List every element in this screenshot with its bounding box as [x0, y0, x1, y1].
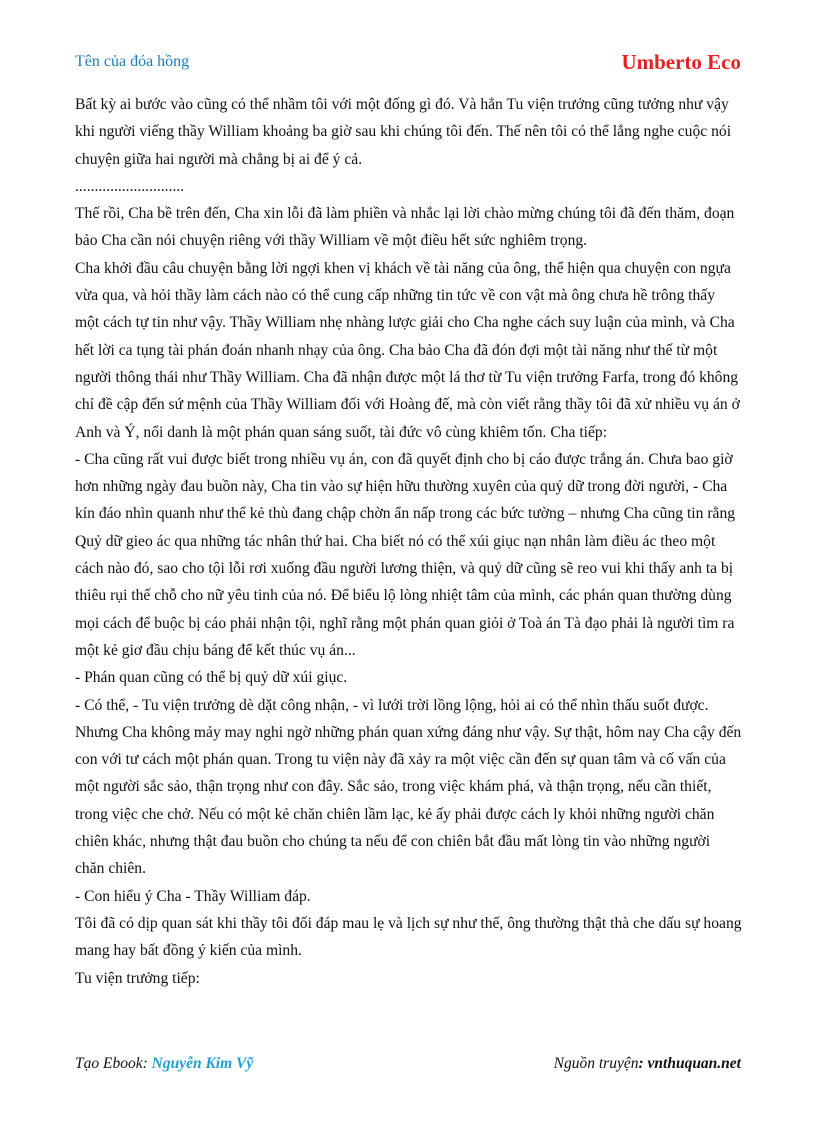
source-separator: :	[638, 1055, 648, 1072]
credit-name: Nguyễn Kim Vỹ	[151, 1055, 254, 1072]
page-header	[75, 50, 741, 76]
source-credit	[554, 1055, 741, 1073]
paragraph: Cha khởi đầu câu chuyện bằng lời ngợi khen vị khách về tài năng của ông, thể hiện qua chuyện con ngựa vừa qua, và hỏi thầy làm cách nào có thể cung cấp những tin tức về con vật mà ông chưa hề trông thấy một cách tự tin như vậy. Thầy William nhẹ nhàng lược giải cho Cha nghe cách suy luận của mình, và Cha hết lời ca tụng tài phán đoán nhanh nhạy của ông. Cha bảo Cha đã đón đợi một tài năng như thế từ một người thông thái như Thầy William. Cha đã nhận được một lá thơ từ Tu viện trưởng Farfa, trong đó không chỉ đề cập đến sứ mệnh của Thầy William đối với Hoàng đế, mà còn viết rằng thầy tôi đã xử nhiều vụ án ở Anh và Ý, nổi danh là một phán quan sáng suốt, tài đức vô cùng khiêm tốn. Cha tiếp:	[75, 259, 740, 441]
paragraph: Tu viện trưởng tiếp:	[75, 969, 200, 987]
credit-label: Tạo Ebook	[75, 1055, 143, 1072]
author-name: Umberto Eco	[621, 50, 741, 74]
paragraph: - Có thể, - Tu viện trưởng dè dặt công nhận, - vì lưới trời lồng lộng, hỏi ai có thể nhìn thấu suốt được. Nhưng Cha không mảy may nghi ngờ những phán quan xứng đáng như vậy. Sự thật, hôm nay Cha cậy đến con với tư cách một phán quan. Trong tu viện này đã xảy ra một việc cần đến sự quan tâm và cố vấn của một người sắc sảo, thận trọng như con đây. Sắc sảo, trong việc khám phá, và thận trọng, nếu cần thiết, trong việc che chở. Nếu có một kẻ chăn chiên lầm lạc, kẻ ấy phải được cách ly khỏi những người chăn chiên khác, nhưng thật đau buồn cho chúng ta nếu để con chiên bắt đầu mất lòng tin vào những người chăn chiên.	[75, 696, 742, 878]
ebook-credit	[75, 1055, 253, 1073]
paragraph: - Cha cũng rất vui được biết trong nhiều vụ án, con đã quyết định cho bị cáo được trắng án. Chưa bao giờ hơn những ngày đau buồn này, Cha tin vào sự hiện hữu thường xuyên của quỷ dữ trong đời người, - Cha kín đáo nhìn quanh như thể kẻ thù đang chập chờn ẩn nấp trong các bức tường – nhưng Cha cũng tin rằng Quỷ dữ gieo ác qua những tác nhân thứ hai. Cha biết nó có thể xúi giục nạn nhân làm điều ác theo một cách nào đó, sao cho tội lỗi rơi xuống đầu người lương thiện, và quỷ dữ cũng sẽ reo vui khi thấy anh ta bị thiêu rụi thế chỗ cho nữ yêu tinh của nó. Để biểu lộ lòng nhiệt tâm của mình, các phán quan thường dùng mọi cách để buộc bị cáo phải nhận tội, nghĩ rằng một phán quan giỏi ở Toà án Tà đạo phải là người tìm ra một kẻ giơ đầu chịu báng để kết thúc vụ án...	[75, 450, 736, 659]
paragraph: Bất kỳ ai bước vào cũng có thể nhầm tôi với một đống gì đó. Và hẳn Tu viện trưởng cũng tưởng như vậy khi người viếng thầy William khoảng ba giờ sau khi chúng tôi đến. Thế nên tôi có thể lắng nghe cuộc nói chuyện giữa hai người mà chẳng bị ai để ý cả.	[75, 96, 732, 168]
book-title: Tên của đóa hồng	[75, 53, 190, 70]
paragraph-separator: ............................	[75, 177, 185, 195]
paragraph: - Con hiểu ý Cha - Thầy William đáp.	[75, 887, 311, 905]
page-footer	[75, 1055, 741, 1075]
source-name: vnthuquan.net	[647, 1055, 741, 1072]
body-text	[75, 91, 743, 992]
paragraph: - Phán quan cũng có thể bị quỷ dữ xúi giục.	[75, 669, 348, 687]
paragraph: Tôi đã có dịp quan sát khi thầy tôi đối đáp mau lẹ và lịch sự như thế, ông thường thật thà che dấu sự hoang mang hay bất đồng ý kiến của mình.	[75, 914, 742, 960]
credit-separator: :	[142, 1055, 152, 1072]
paragraph: Thế rồi, Cha bề trên đến, Cha xin lỗi đã làm phiền và nhắc lại lời chào mừng chúng tôi đã đến thăm, đoạn bảo Cha cần nói chuyện riêng với thầy William về một điều hết sức nghiêm trọng.	[75, 205, 735, 250]
source-label: Nguồn truyện	[553, 1055, 639, 1072]
